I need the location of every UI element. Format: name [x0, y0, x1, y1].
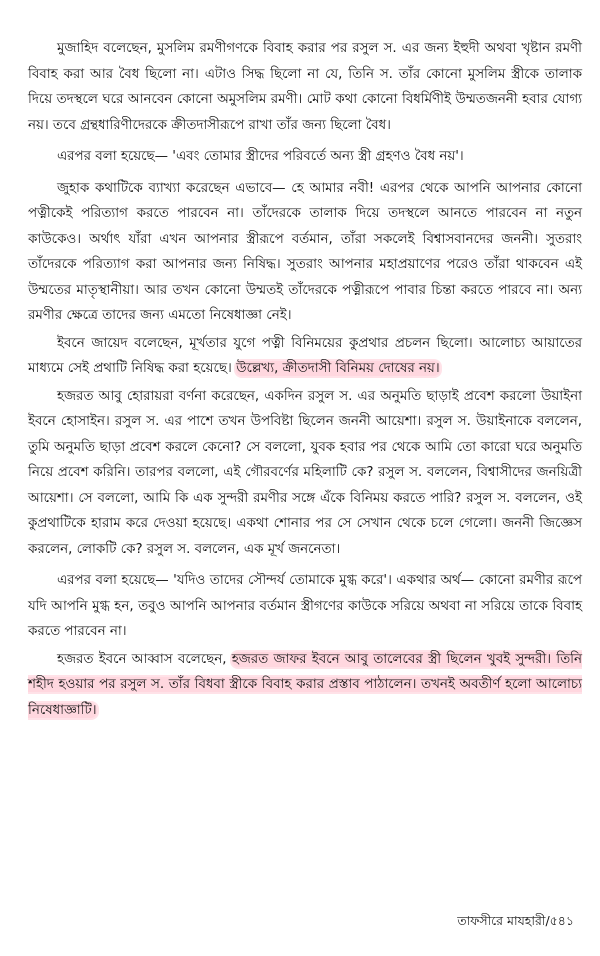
- page-footer: [457, 913, 574, 933]
- highlighted-text: উল্লেখ্য, ক্রীতদাসী বিনিময় দোষের নয়।: [236, 361, 440, 376]
- paragraph-text: ইবনে জায়েদ বলেছেন, মূর্খতার যুগে পত্নী বিনিময়ের কুপ্রথার প্রচলন ছিলো। আলোচ্য আয়াতের মাধ্যমে সেই প্রথাটি নিষিদ্ধ করা হয়েছে।: [28, 335, 582, 376]
- paragraph-ibn-abbas: [28, 647, 582, 724]
- paragraph-text: জুহাক কথাটিকে ব্যাখ্যা করেছেন এভাবে— হে আমার নবী! এরপর থেকে আপনি আপনার কোনো পত্নীকেই পরিত্যাগ করতে পারবেন না। তাঁদেরকে তালাক দিয়ে তদস্থলে আনতে পারবেন না নতুন কাউকেও। অর্থাৎ যাঁরা এখন আপনার স্ত্রীরূপে বর্তমান, তাঁরা সকলেই বিশ্বাসবানদের জননী। সুতরাং তাঁদেরকে পরিত্যাগ করা আপনার জন্য নিষিদ্ধ। সুতরাং আপনার মহাপ্রয়াণের পরেও তাঁরা থাকবেন এই উম্মতের মাতৃস্থানীয়া। আর তখন কোনো উম্মতই তাঁদেরকে পত্নীরূপে পাবার চিন্তা করতে পারবে না। অন্য রমণীর ক্ষেত্রে তাদের জন্য এমতো নিষেধাজ্ঞা নেই।: [28, 180, 582, 323]
- paragraph-verse-quote: [28, 144, 582, 170]
- highlighted-text: হজরত জাফর ইবনে আবু তালেবের স্ত্রী ছিলেন খুবই সুন্দরী। তিনি শহীদ হওয়ার পর রসুল স. তাঁর বিধবা স্ত্রীকে বিবাহ করার প্রস্তাব পাঠালেন। তখনই অবতীর্ণ হলো আলোচ্য নিষেধাজ্ঞাটি।: [28, 651, 582, 718]
- paragraph-juhak: [28, 176, 582, 329]
- paragraph-text: মুজাহিদ বলেছেন, মুসলিম রমণীগণকে বিবাহ করার পর রসুল স. এর জন্য ইহুদী অথবা খৃষ্টান রমণী বিবাহ করা আর বৈধ ছিলো না। এটাও সিদ্ধ ছিলো না যে, তিনি স. তাঁর কোনো মুসলিম স্ত্রীকে তালাক দিয়ে তদস্থলে ঘরে আনবেন কোনো অমুসলিম রমণী। মোট কথা কোনো বিধর্মিণীই উম্মতজননী হবার যোগ্য নয়। তবে গ্রন্থধারিণীদেরকে ক্রীতদাসীরূপে রাখা তাঁর জন্য ছিলো বৈধ।: [28, 41, 582, 133]
- paragraph-abu-hurayra: [28, 384, 582, 563]
- paragraph-text: এরপর বলা হয়েছে— 'এবং তোমার স্ত্রীদের পরিবর্তে অন্য স্ত্রী গ্রহণও বৈধ নয়'।: [57, 149, 464, 164]
- paragraph-mujahid: [28, 36, 582, 138]
- paragraph-beauty-verse: [28, 568, 582, 645]
- paragraph-text: হজরত আবু হোরায়রা বর্ণনা করেছেন, একদিন রসুল স. এর অনুমতি ছাড়াই প্রবেশ করলো উয়াইনা ইবনে হোসাইন। রসুল স. এর পাশে তখন উপবিষ্টা ছিলেন জননী আয়েশা। রসুল স. উয়াইনাকে বললেন, তুমি অনুমতি ছাড়া প্রবেশ করলে কেনো? সে বললো, যুবক হবার পর থেকে আমি তো কারো ঘরে অনুমতি নিয়ে প্রবেশ করিনি। তারপর বললো, এই গৌরবর্ণের মহিলাটি কে? রসুল স. বললেন, বিশ্বাসীদের জনয়িত্রী আয়েশা। সে বললো, আমি কি এক সুন্দরী রমণীর সঙ্গে এঁকে বিনিময় করতে পারি? রসুল স. বললেন, ওই কুপ্রথাটিকে হারাম করে দেওয়া হয়েছে। একথা শোনার পর সে সেখান থেকে চলে গেলো। জননী জিজ্ঞেস করলেন, লোকটি কে? রসুল স. বললেন, এক মূর্খ জননেতা।: [28, 388, 582, 557]
- page-number-label: তাফসীরে মাযহারী/৫৪১: [457, 913, 574, 928]
- paragraph-ibn-zayed: [28, 331, 582, 382]
- body-text: [28, 36, 582, 729]
- paragraph-text: এরপর বলা হয়েছে— 'যদিও তাদের সৌন্দর্য তোমাকে মুগ্ধ করে'। একথার অর্থ— কোনো রমণীর রূপে যদি আপনি মুগ্ধ হন, তবুও আপনি আপনার বর্তমান স্ত্রীগণের কাউকে সরিয়ে অথবা না সরিয়ে তাকে বিবাহ করতে পারবেন না।: [28, 573, 582, 639]
- paragraph-text: হজরত ইবনে আব্বাস বলেছেন,: [57, 651, 227, 667]
